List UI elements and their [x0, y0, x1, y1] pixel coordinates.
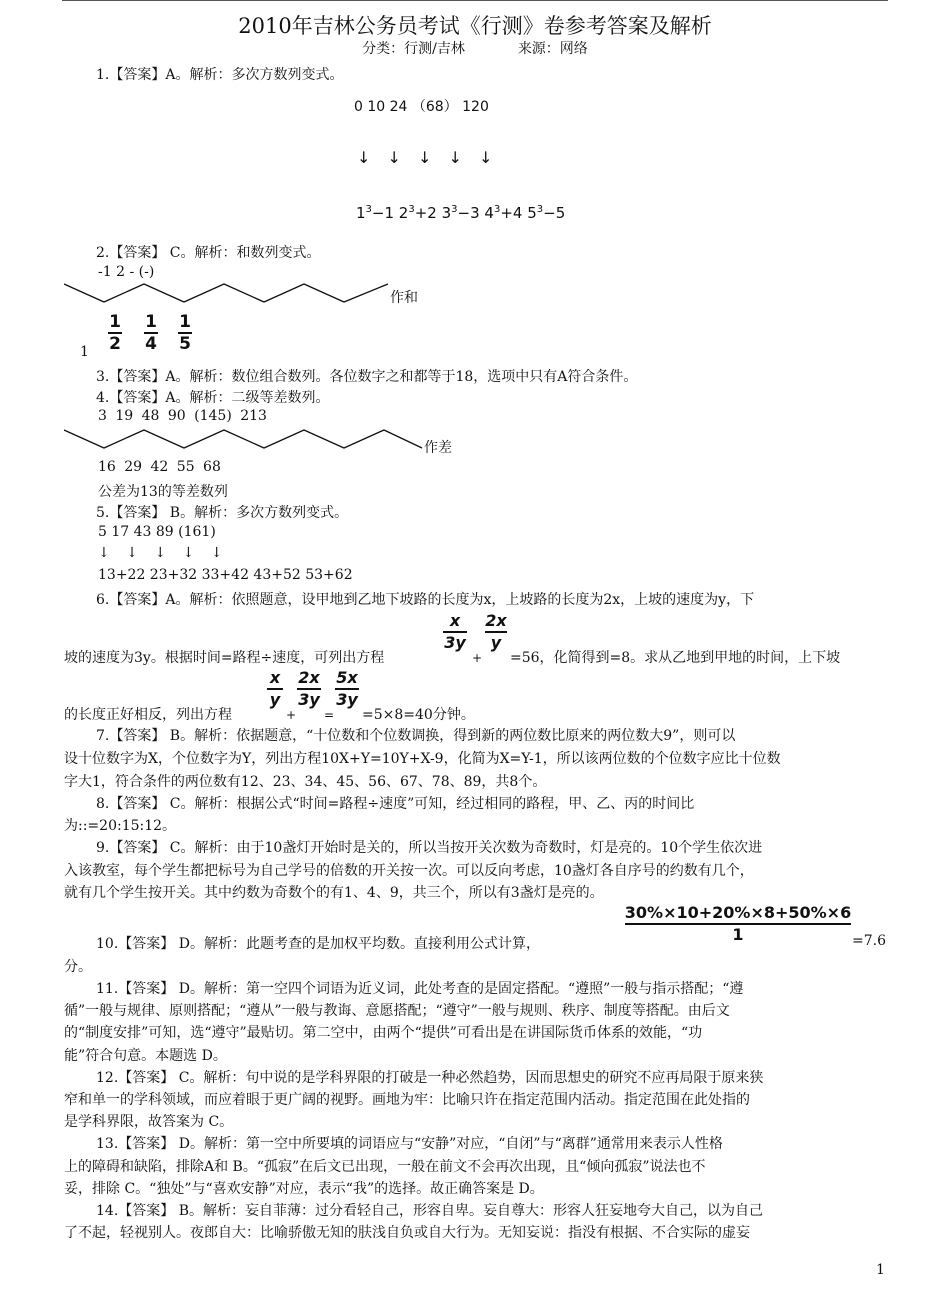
q11-line: 能”符合句意。本题选 D。: [64, 1048, 227, 1064]
q11-line: 循”一般与规律、原则搭配；“遵从”一般与教诲、意愿搭配；“遵守”一般与规则、秩序、制度等搭配。由后文: [64, 1003, 730, 1019]
q9-line: 入该教室，每个学生都把标号为自己学号的倍数的开关按一次。可以反向考虑，10盏灯各自序号的约数有几个，: [64, 863, 754, 879]
q9-line: 就有几个学生按开关。其中约数为奇数个的有1、4、9，共三个，所以有3盏灯是亮的。: [64, 885, 604, 901]
top-rule: [62, 0, 888, 1]
q12-line: 窄和单一的学科领域，而应着眼于更广阔的视野。画地为牢：比喻只许在指定范围内活动。指定范围在此处指的: [64, 1092, 750, 1108]
q7-line: 字大1，符合条件的两位数有12、23、34、45、56、67、78、89，共8个。: [64, 774, 547, 790]
q4-top-terms: 3 19 48 90 (145) 213: [98, 408, 267, 424]
q14-line: 14.【答案】 B。解析：妄自菲薄：过分看轻自己，形容自卑。妄自尊大：形容人狂妄地夸大自己，以为自己: [96, 1203, 764, 1219]
q6-eq2-frac: 2x 3y: [298, 668, 320, 709]
q6-line1: 6.【答案】A。解析：依照题意，设甲地到乙地下坡路的长度为x，上坡路的长度为2x，上坡的速度为y，下: [96, 592, 755, 608]
q10-answer: 10.【答案】 D。解析：此题考查的是加权平均数。直接利用公式计算，: [96, 936, 540, 952]
q6-line3b: =5×8=40分钟。: [362, 707, 475, 723]
q7-line: 设十位数字为X，个位数字为Y，列出方程10X+Y=10Y+X-9，化简为X=Y-1，所以该两位数的个位数字应比十位数: [64, 751, 781, 767]
q11-line: 11.【答案】 D。解析：第一空四个词语为近义词，此处考查的是固定搭配。“遵照”一般与指示搭配；“遵: [96, 981, 744, 997]
q4-diff-label: 作差: [424, 440, 452, 456]
q6-plus: +: [286, 708, 297, 722]
q4-answer: 4.【答案】A。解析：二级等差数列。: [96, 390, 330, 406]
source-label: 来源：网络: [517, 41, 588, 57]
q6-eq2-frac: x y: [266, 668, 284, 710]
q8-line: 为::=20:15:12。: [64, 818, 177, 834]
q14-line: 了不起，轻视别人。夜郎自大：比喻骄傲无知的肤浅自负或自大行为。无知妄说：指没有根据、不合实际的虚妄: [64, 1225, 750, 1241]
q13-line: 上的障碍和缺陷，排除A和 B。“孤寂”在后文已出现，一般在前文不会再次出现，且“倾向孤寂”说法也不: [64, 1159, 706, 1175]
q4-zigzag: [64, 426, 424, 452]
q1-formula: $1^3-1$ $2^3+2$ $3^3-3$ $4^3+4$ $5^3-5$: [356, 204, 566, 222]
q6-eq1-frac: x 3y: [444, 611, 466, 652]
q5-answer: 5.【答案】 B。解析：多次方数列变式。: [96, 505, 349, 521]
q3-answer: 3.【答案】A。解析：数位组合数列。各位数字之和都等于18，选项中只有A符合条件。: [96, 369, 638, 385]
q6-equals: =: [324, 708, 335, 722]
q1-arrows: ↓ ↓ ↓ ↓ ↓: [357, 148, 499, 167]
q10-formula: 30%×10+20%×8+50%×6 1: [624, 903, 852, 944]
q4-diffs: 16 29 42 55 68: [98, 459, 221, 475]
q2-zigzag: [64, 280, 390, 304]
q6-line3a: 的长度正好相反，列出方程: [64, 707, 232, 723]
q6-line2a: 坡的速度为3y。根据时间=路程÷速度，可列出方程: [64, 650, 385, 666]
q2-sum-label: 作和: [390, 290, 418, 306]
q6-plus: +: [472, 651, 483, 665]
q1-sequence: 0 10 24 （68） 120: [354, 99, 489, 115]
q4-note: 公差为13的等差数列: [98, 484, 228, 500]
q8-line: 8.【答案】 C。解析：根据公式“时间=路程÷速度”可知，经过相同的路程，甲、乙、丙的时间比: [96, 796, 695, 812]
q5-sequence: 5 17 43 89 (161): [98, 524, 216, 540]
q6-eq2-frac: 5x 3y: [336, 668, 358, 709]
q2-fraction: 1 2: [109, 312, 121, 354]
q2-fraction: 1 5: [179, 312, 191, 354]
q10-tail: 分。: [64, 959, 92, 975]
q2-answer: 2.【答案】 C。解析：和数列变式。: [96, 245, 321, 261]
q6-eq1-frac: 2x y: [485, 611, 507, 652]
q12-line: 是学科界限，故答案为 C。: [64, 1114, 234, 1130]
q2-leading-one: 1: [80, 344, 89, 360]
q11-line: 的“制度安排”可知，选“遵守”最贴切。第二空中，由两个“提供”可看出是在讲国际货币体系的效能，“功: [64, 1025, 703, 1041]
q2-top-terms: -1 2 - (-): [98, 264, 155, 280]
q6-line2b: =56，化简得到=8。求从乙地到甲地的时间，上下坡: [510, 650, 841, 666]
q13-line: 13.【答案】 D。解析：第一空中所要填的词语应与“安静”对应，“自闭”与“离群”通常用来表示人性格: [96, 1136, 723, 1152]
page-number: 1: [876, 1262, 885, 1278]
q9-line: 9.【答案】 C。解析：由于10盏灯开始时是关的，所以当按开关次数为奇数时，灯是亮的。10个学生依次进: [96, 840, 763, 856]
q5-arrows: ↓ ↓ ↓ ↓ ↓: [98, 545, 229, 561]
q13-line: 妥，排除 C。“独处”与“喜欢安静”对应，表示“我”的选择。故正确答案是 D。: [64, 1181, 544, 1197]
q10-result: =7.6: [852, 933, 886, 949]
doc-meta: [0, 38, 950, 58]
q1-answer: 1.【答案】A。解析：多次方数列变式。: [96, 67, 344, 83]
page-title: 2010年吉林公务员考试《行测》卷参考答案及解析: [238, 14, 712, 38]
q12-line: 12.【答案】 C。解析：句中说的是学科界限的打破是一种必然趋势，因而思想史的研究不应再局限于原来狭: [96, 1070, 764, 1086]
category-label: 分类：行测/吉林: [362, 41, 465, 57]
q7-line: 7.【答案】 B。解析：依据题意，“十位数和个位数调换，得到新的两位数比原来的两位数大9”，则可以: [96, 728, 736, 744]
q5-terms: 13+22 23+32 33+42 43+52 53+62: [98, 567, 353, 583]
q2-fraction: 1 4: [145, 312, 157, 354]
